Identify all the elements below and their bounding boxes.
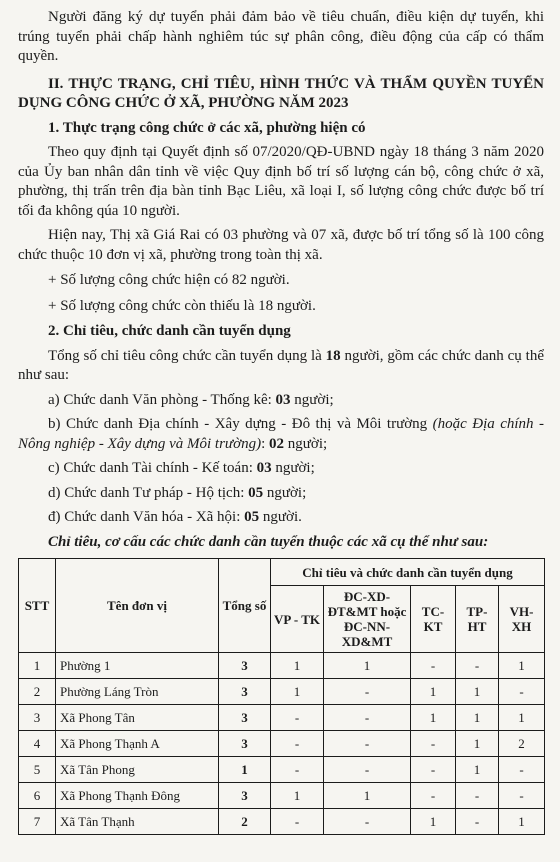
item-b-count: 02 <box>269 435 285 452</box>
cell-unit-name: Phường Láng Tròn <box>56 679 219 705</box>
subsection-1-paragraph-2: Hiện nay, Thị xã Giá Rai có 03 phường và 07 xã, được bố trí tổng số là 100 công chức thuộc 10 đơn vị xã, phường trong toàn thị xã. <box>18 227 544 263</box>
position-item-d <box>18 484 544 504</box>
cell-tc-kt: - <box>411 731 456 757</box>
position-item-dd <box>18 508 544 528</box>
intro-total-count: 18 <box>325 347 341 364</box>
cell-total: 1 <box>219 757 271 783</box>
cell-vh-xh: - <box>499 679 545 705</box>
cell-vp-tk: 1 <box>271 679 324 705</box>
cell-total: 3 <box>219 705 271 731</box>
cell-unit-name: Xã Tân Thạnh <box>56 809 219 835</box>
missing-staff-bullet: + Số lượng công chức còn thiếu là 18 người. <box>48 297 316 314</box>
cell-vp-tk: 1 <box>271 783 324 809</box>
cell-dc: - <box>324 809 411 835</box>
cell-unit-name: Xã Phong Thạnh A <box>56 731 219 757</box>
cell-vp-tk: - <box>271 731 324 757</box>
header-positions-group: Chỉ tiêu và chức danh cần tuyển dụng <box>271 559 545 586</box>
cell-tc-kt: - <box>411 783 456 809</box>
cell-total: 3 <box>219 679 271 705</box>
header-tc-kt: TC-KT <box>411 586 456 653</box>
cell-vp-tk: - <box>271 757 324 783</box>
subsection-2-intro <box>18 347 544 386</box>
item-b-alternative: (hoặc Địa chính - Nông nghiệp - Xây dựng và Môi trường) <box>18 416 544 452</box>
cell-tc-kt: 1 <box>411 705 456 731</box>
cell-dc: - <box>324 731 411 757</box>
header-tp-ht: TP-HT <box>456 586 499 653</box>
cell-vp-tk: - <box>271 705 324 731</box>
header-unit-name: Tên đơn vị <box>56 559 219 653</box>
cell-stt: 4 <box>19 731 56 757</box>
item-dd-count: 05 <box>244 509 260 525</box>
cell-unit-name: Xã Tân Phong <box>56 757 219 783</box>
table-row <box>19 757 545 783</box>
cell-vh-xh: - <box>499 757 545 783</box>
intro-paragraph: Người đăng ký dự tuyển phải đảm bảo về tiêu chuẩn, điều kiện dự tuyển, khi trúng tuyển phải chấp hành nghiêm túc sự phân công, điều động của cấp có thẩm quyền. <box>18 9 544 64</box>
cell-tp-ht: 1 <box>456 679 499 705</box>
subsection-1-paragraph-1: Theo quy định tại Quyết định số 07/2020/QĐ-UBND ngày 18 tháng 3 năm 2020 của Ủy ban nhân dân tỉnh về việc Quy định bố trí số lượng cán bộ, công chức ở xã, phường, thị trấn trên địa bàn tỉnh Bạc Liêu, xã loại I, số lượng công chức được bố trí tối đa không qúa 10 người. <box>18 144 544 219</box>
cell-stt: 3 <box>19 705 56 731</box>
cell-stt: 6 <box>19 783 56 809</box>
cell-dc: 1 <box>324 783 411 809</box>
item-c-label: c) Chức danh Tài chính - Kế toán: <box>48 460 257 476</box>
item-d-label: d) Chức danh Tư pháp - Hộ tịch: <box>48 484 249 501</box>
cell-tc-kt: - <box>411 653 456 679</box>
cell-stt: 5 <box>19 757 56 783</box>
cell-unit-name: Xã Phong Thạnh Đông <box>56 783 219 809</box>
item-b-unit: người; <box>284 435 328 452</box>
header-stt: STT <box>19 559 56 653</box>
position-item-c <box>18 459 544 479</box>
cell-dc: - <box>324 705 411 731</box>
table-row <box>19 731 545 757</box>
section-2-title: II. THỰC TRẠNG, CHỈ TIÊU, HÌNH THỨC VÀ THẨM QUYỀN TUYỂN DỤNG CÔNG CHỨC Ở XÃ, PHƯỜNG NĂM 2023 <box>18 75 544 111</box>
item-b-colon: : <box>261 435 270 452</box>
cell-tp-ht: 1 <box>456 705 499 731</box>
cell-vh-xh: 2 <box>499 731 545 757</box>
item-a-count: 03 <box>275 391 291 408</box>
header-dc: ĐC-XD-ĐT&MT hoặc ĐC-NN-XD&MT <box>324 586 411 653</box>
cell-unit-name: Xã Phong Tân <box>56 705 219 731</box>
table-caption: Chỉ tiêu, cơ cấu các chức danh cần tuyển thuộc các xã cụ thể như sau: <box>48 533 489 550</box>
cell-dc: - <box>324 757 411 783</box>
cell-stt: 7 <box>19 809 56 835</box>
item-b-label: b) Chức danh Địa chính - Xây dựng - Đô thị và Môi trường <box>48 416 433 432</box>
cell-stt: 2 <box>19 679 56 705</box>
intro-text-after: người, gồm các chức danh cụ thể như sau: <box>18 347 544 383</box>
cell-tp-ht: - <box>456 783 499 809</box>
item-a-unit: người; <box>290 391 334 408</box>
cell-total: 3 <box>219 731 271 757</box>
table-header-row-1 <box>19 559 545 586</box>
cell-vh-xh: 1 <box>499 653 545 679</box>
table-row <box>19 679 545 705</box>
intro-text-before: Tổng số chỉ tiêu công chức cần tuyển dụng là <box>48 347 326 364</box>
recruitment-table <box>18 558 545 835</box>
item-dd-unit: người. <box>259 509 302 525</box>
cell-tp-ht: 1 <box>456 731 499 757</box>
table-row <box>19 783 545 809</box>
item-a-label: a) Chức danh Văn phòng - Thống kê: <box>48 391 276 408</box>
subsection-1-title: 1. Thực trạng công chức ở các xã, phường hiện có <box>48 119 366 136</box>
item-d-unit: người; <box>263 484 307 501</box>
header-vp-tk: VP - TK <box>271 586 324 653</box>
header-total: Tổng số <box>219 559 271 653</box>
item-c-count: 03 <box>256 460 272 476</box>
cell-vp-tk: 1 <box>271 653 324 679</box>
cell-tc-kt: 1 <box>411 809 456 835</box>
cell-dc: - <box>324 679 411 705</box>
cell-tc-kt: 1 <box>411 679 456 705</box>
position-item-b <box>18 415 544 454</box>
cell-vh-xh: - <box>499 783 545 809</box>
cell-tp-ht: 1 <box>456 757 499 783</box>
cell-dc: 1 <box>324 653 411 679</box>
cell-vh-xh: 1 <box>499 809 545 835</box>
item-dd-label: đ) Chức danh Văn hóa - Xã hội: <box>48 509 245 525</box>
table-row <box>19 809 545 835</box>
position-item-a <box>18 391 544 411</box>
cell-stt: 1 <box>19 653 56 679</box>
cell-unit-name: Phường 1 <box>56 653 219 679</box>
subsection-2-title: 2. Chỉ tiêu, chức danh cần tuyển dụng <box>48 323 291 339</box>
cell-vp-tk: - <box>271 809 324 835</box>
cell-tp-ht: - <box>456 653 499 679</box>
item-d-count: 05 <box>248 484 264 501</box>
cell-total: 2 <box>219 809 271 835</box>
cell-tp-ht: - <box>456 809 499 835</box>
cell-total: 3 <box>219 783 271 809</box>
table-row <box>19 705 545 731</box>
cell-total: 3 <box>219 653 271 679</box>
cell-vh-xh: 1 <box>499 705 545 731</box>
current-staff-bullet: + Số lượng công chức hiện có 82 người. <box>48 272 290 288</box>
cell-tc-kt: - <box>411 757 456 783</box>
header-vh-xh: VH-XH <box>499 586 545 653</box>
item-c-unit: người; <box>271 460 315 476</box>
table-row <box>19 653 545 679</box>
